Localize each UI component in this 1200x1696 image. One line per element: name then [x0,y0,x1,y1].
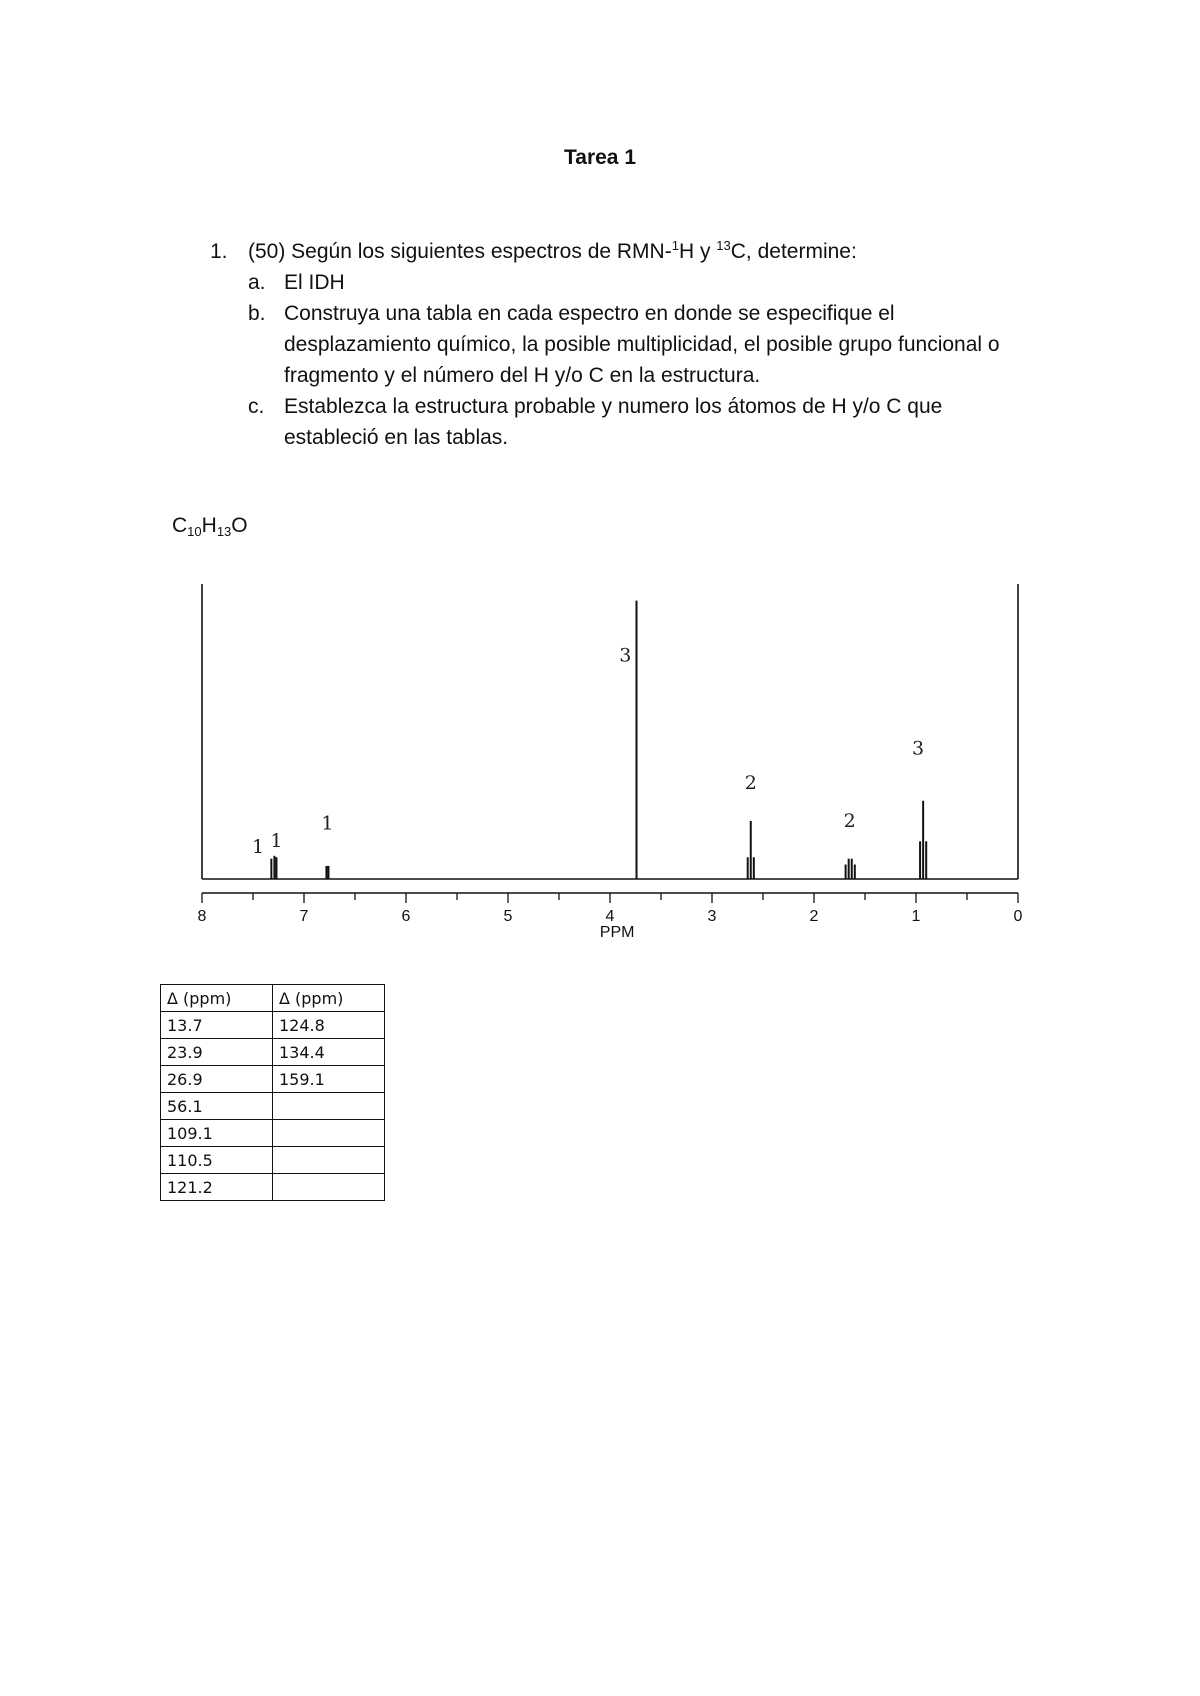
question-item-b [248,298,1030,391]
question-item-c [248,391,1030,453]
table-cell: 109.1 [161,1120,273,1147]
question-item-a [248,267,1030,298]
peak-integration-label: 3 [619,644,632,667]
table-row [161,1066,385,1093]
table-cell: 13.7 [161,1012,273,1039]
table-cell: 121.2 [161,1174,273,1201]
question-text: (50) Según los siguientes espectros de RMN-$^1$H y $^{13}$C, determine: [248,238,857,263]
table-row [161,1012,385,1039]
table-row [161,1174,385,1201]
x-tick-label: 7 [299,908,309,925]
table-row [161,1093,385,1120]
column-header: Δ (ppm) [161,985,273,1012]
item-text: Establezca la estructura probable y numero los átomos de H y/o C que estableció en las tablas. [284,395,943,449]
table-cell: 124.8 [273,1012,385,1039]
table-cell: 134.4 [273,1039,385,1066]
table-cell [273,1147,385,1174]
question-number: 1. [210,240,228,263]
x-tick-label: 3 [707,908,717,925]
peak-integration-label: 3 [911,737,925,760]
x-tick-label: 4 [605,908,615,925]
page-title: Tarea 1 [564,146,636,169]
table-row [161,1120,385,1147]
molecular-formula: $C_{10}H_{13}O$ [172,514,248,539]
table-cell [273,1174,385,1201]
nmr-spectrum [180,578,1040,948]
table-row [161,1039,385,1066]
peak-integration-label: 2 [843,809,856,832]
item-text: El IDH [284,271,345,294]
question-intro [210,236,1030,267]
table-row [161,1147,385,1174]
peak-integration-label: 1 [270,830,283,853]
column-header: Δ (ppm) [273,985,385,1012]
peak-integration-label: 2 [744,772,757,795]
table-cell: 23.9 [161,1039,273,1066]
c-superscript: 13 [716,238,731,253]
item-letter: c. [248,395,265,418]
peak-integration-label: 1 [252,835,265,858]
item-letter: b. [248,302,266,325]
table-cell: 56.1 [161,1093,273,1120]
x-tick-label: 2 [809,908,819,925]
table-cell: 110.5 [161,1147,273,1174]
x-tick-label: 5 [503,908,513,925]
table-cell [273,1120,385,1147]
table-cell [273,1093,385,1120]
table-header-row [161,985,385,1012]
h-superscript: 1 [671,238,679,253]
item-text: Construya una tabla en cada espectro en donde se especifique el desplazamiento químico, la posible multiplicidad, el posible grupo funcional o fragmento y el número del H y/o C en la estructura. [284,302,1000,387]
peak-integration-label: 1 [321,812,334,835]
item-letter: a. [248,271,266,294]
table-cell: 26.9 [161,1066,273,1093]
carbon-shift-table [160,984,385,1201]
x-tick-label: 1 [911,908,921,925]
table-cell: 159.1 [273,1066,385,1093]
x-axis-label: PPM [599,924,635,941]
x-tick-label: 0 [1013,908,1023,925]
x-tick-label: 6 [401,908,411,925]
x-tick-label: 8 [197,908,207,925]
question-block [210,236,1030,453]
